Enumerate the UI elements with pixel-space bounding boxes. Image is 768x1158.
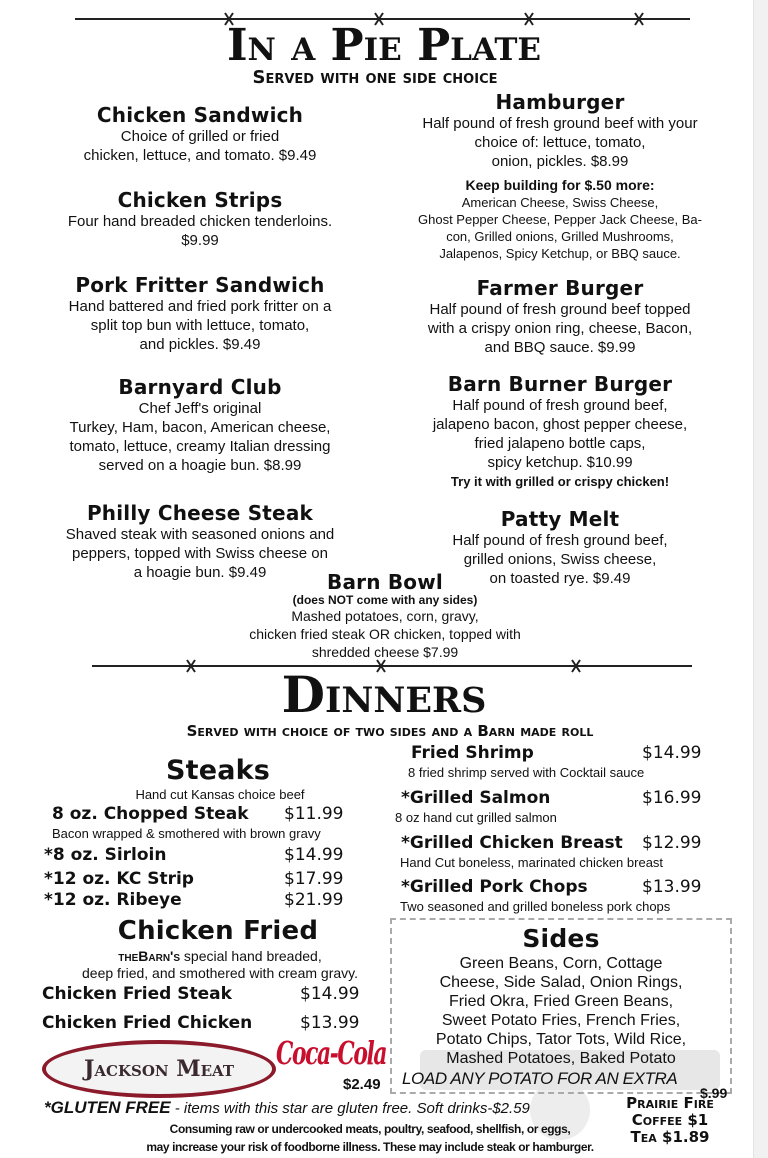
menu-item-description-line: grilled onions, Swiss cheese,: [463, 551, 657, 568]
load-potato-price: $.99: [700, 1085, 728, 1101]
menu-item-description-line: choice of: lettuce, tomato,: [474, 134, 646, 151]
menu-item-description-line: and BBQ sauce. $9.99: [484, 339, 636, 356]
steak-item-price: $21.99: [284, 890, 344, 910]
menu-item-description-line: split top bun with lettuce, tomato,: [90, 317, 310, 334]
chicken-fried-item-name: Chicken Fried Steak: [42, 984, 232, 1004]
menu-item-description-line: Four hand breaded chicken tenderloins.: [67, 213, 333, 230]
chicken-fried-item-name: Chicken Fried Chicken: [42, 1013, 253, 1033]
menu-item-title: Pork Fritter Sandwich: [75, 273, 325, 297]
dinner-item-name: *Grilled Salmon: [401, 788, 551, 808]
side-item-line: Fried Okra, Fried Green Beans,: [448, 993, 674, 1010]
menu-item-description-line: chicken fried steak OR chicken, topped with: [249, 626, 521, 642]
menu-item-description-line: Hand battered and fried pork fritter on a: [68, 298, 332, 315]
dinner-item-name: Fried Shrimp: [411, 743, 534, 763]
menu-item-description-line: shredded cheese $7.99: [311, 644, 459, 660]
menu-item-farmer-burger: [360, 276, 760, 357]
dinner-item-description: 8 oz hand cut grilled salmon: [395, 810, 557, 825]
menu-item-description-line: Half pound of fresh ground beef topped: [429, 301, 691, 318]
side-item-line: Cheese, Side Salad, Onion Rings,: [439, 974, 683, 991]
drink-item: Prairie Fire: [626, 1094, 714, 1112]
dinner-item-price: $14.99: [642, 743, 702, 763]
chicken-fried-item-price: $13.99: [300, 1013, 360, 1033]
menu-item-pork-fritter: [0, 273, 400, 354]
coke-price: $2.49: [343, 1076, 381, 1093]
drink-item: Coffee $1: [631, 1111, 709, 1129]
menu-item-title: Chicken Sandwich: [96, 103, 304, 127]
section-subtitle-dinners: Served with choice of two sides and a Barn made roll: [186, 722, 594, 740]
menu-item-description-line: tomato, lettuce, creamy Italian dressing: [69, 438, 331, 455]
description-line: special hand breaded,: [180, 948, 322, 964]
section-subtitle-pie-plate: Served with one side choice: [252, 67, 498, 88]
steaks-description: Hand cut Kansas choice beef: [135, 787, 305, 802]
menu-item-description-line: Chef Jeff's original: [138, 400, 262, 417]
menu-item-description-line: and pickles. $9.49: [139, 336, 261, 353]
jackson-meat-logo-text: Jackson Meat: [83, 1056, 235, 1082]
dinner-item-description: Hand Cut boneless, marinated chicken breast: [400, 855, 664, 870]
dinner-item-price: $12.99: [642, 833, 702, 853]
menu-item-title: Barn Bowl: [327, 570, 443, 594]
dinner-item-price: $13.99: [642, 877, 702, 897]
dinner-item-description: Two seasoned and grilled boneless pork chops: [400, 899, 671, 914]
menu-item-barn-burner: [360, 372, 760, 491]
menu-item-description-line: with a crispy onion ring, cheese, Bacon,: [427, 320, 693, 337]
side-item-line: Potato Chips, Tator Tots, Wild Rice,: [435, 1031, 687, 1048]
menu-item-description-line: Half pound of fresh ground beef,: [452, 397, 668, 414]
menu-item-description-line: served on a hoagie bun. $8.99: [98, 457, 302, 474]
menu-item-title: Patty Melt: [500, 507, 620, 531]
menu-item-description-line: Mashed potatoes, corn, gravy,: [291, 608, 479, 624]
menu-item-title: Barn Burner Burger: [447, 372, 673, 396]
coca-cola-logo: Coca-Cola: [276, 1034, 387, 1072]
warning-line: Consuming raw or undercooked meats, poultry, seafood, shellfish, or eggs,: [169, 1122, 571, 1136]
menu-item-description-line: Half pound of fresh ground beef,: [452, 532, 668, 549]
steak-item-price: $14.99: [284, 845, 344, 865]
side-item-line: Sweet Potato Fries, French Fries,: [441, 1012, 681, 1029]
menu-item-chicken-strips: [0, 188, 400, 250]
steak-item-name: *8 oz. Sirloin: [44, 845, 167, 865]
menu-item-title: Philly Cheese Steak: [86, 501, 314, 525]
add-ons-title: Keep building for $.50 more:: [465, 177, 655, 193]
steak-item-name: 8 oz. Chopped Steak: [52, 804, 249, 824]
the-barn-brand: theBarn's: [118, 948, 181, 964]
gluten-free-label: *GLUTEN FREE: [44, 1098, 171, 1117]
menu-item-title: Chicken Strips: [117, 188, 283, 212]
menu-item-note: Try it with grilled or crispy chicken!: [450, 474, 670, 489]
gluten-free-text: - items with this star are gluten free. Soft drinks-$2.59: [170, 1100, 530, 1117]
dinner-item-name: *Grilled Pork Chops: [401, 877, 588, 897]
menu-item-description-line: onion, pickles. $8.99: [491, 153, 629, 170]
menu-item-hamburger: [360, 90, 760, 171]
add-ons-line: Ghost Pepper Cheese, Pepper Jack Cheese, Ba-: [418, 212, 702, 227]
steak-item-description: Bacon wrapped & smothered with brown gravy: [52, 826, 321, 841]
section-title-dinners: Dinners: [281, 665, 487, 724]
steak-item-price: $11.99: [284, 804, 344, 824]
gluten-free-note: [44, 1098, 530, 1118]
steak-item-name: *12 oz. Ribeye: [44, 890, 182, 910]
menu-item-description-line: $9.99: [181, 232, 219, 249]
menu-item-barnyard-club: [0, 375, 400, 475]
description-line: deep fried, and smothered with cream gravy.: [82, 965, 358, 981]
chicken-fried-description: [40, 948, 400, 982]
menu-item-title: Barnyard Club: [118, 375, 282, 399]
menu-item-title: Hamburger: [495, 90, 625, 114]
menu-item-barn-bowl: [185, 571, 585, 661]
chicken-fried-item-price: $14.99: [300, 984, 360, 1004]
dinner-item-price: $16.99: [642, 788, 702, 808]
drink-item: Tea $1.89: [630, 1128, 710, 1146]
menu-item-description-line: Turkey, Ham, bacon, American cheese,: [69, 419, 331, 436]
add-ons-line: Jalapenos, Spicy Ketchup, or BBQ sauce.: [439, 246, 681, 261]
steak-item-name: *12 oz. KC Strip: [44, 869, 194, 889]
menu-item-description-line: Shaved steak with seasoned onions and: [65, 526, 335, 543]
burger-add-ons: [360, 176, 760, 262]
menu-item-description-line: Half pound of fresh ground beef with your: [422, 115, 698, 132]
add-ons-line: con, Grilled onions, Grilled Mushrooms,: [446, 229, 674, 244]
menu-item-description-line: peppers, topped with Swiss cheese on: [72, 545, 328, 562]
drinks-list: [595, 1095, 745, 1146]
menu-item-description-line: Choice of grilled or fried: [120, 128, 280, 145]
load-potato-note: LOAD ANY POTATO FOR AN EXTRA: [402, 1069, 678, 1088]
steak-item-price: $17.99: [284, 869, 344, 889]
add-ons-line: American Cheese, Swiss Cheese,: [461, 195, 659, 210]
menu-item-chicken-sandwich: [0, 103, 400, 165]
menu-item-title: Farmer Burger: [476, 276, 644, 300]
side-item-line: Mashed Potatoes, Baked Potato: [446, 1050, 676, 1067]
sides-heading: Sides: [522, 924, 600, 953]
menu-item-description-line: chicken, lettuce, and tomato. $9.49: [83, 147, 317, 164]
side-item-line: Green Beans, Corn, Cottage: [459, 955, 663, 972]
jackson-meat-logo: [42, 1040, 276, 1098]
dinner-item-name: *Grilled Chicken Breast: [401, 833, 623, 853]
menu-item-description-line: on toasted rye. $9.49: [489, 570, 631, 587]
warning-line: may increase your risk of foodborne illness. These may include steak or hamburger.: [146, 1140, 594, 1154]
chicken-fried-heading: Chicken Fried: [117, 916, 319, 946]
menu-item-description-line: jalapeno bacon, ghost pepper cheese,: [432, 416, 688, 433]
menu-item-description-line: fried jalapeno bottle caps,: [474, 435, 646, 452]
steaks-heading: Steaks: [165, 755, 271, 786]
dinner-item-description: 8 fried shrimp served with Cocktail sauce: [408, 765, 645, 780]
menu-item-description-line: spicy ketchup. $10.99: [487, 454, 633, 471]
menu-item-description-line: a hoagie bun. $9.49: [133, 564, 267, 581]
menu-item-note: (does NOT come with any sides): [292, 593, 478, 607]
section-title-pie-plate: In a Pie Plate: [226, 20, 542, 71]
